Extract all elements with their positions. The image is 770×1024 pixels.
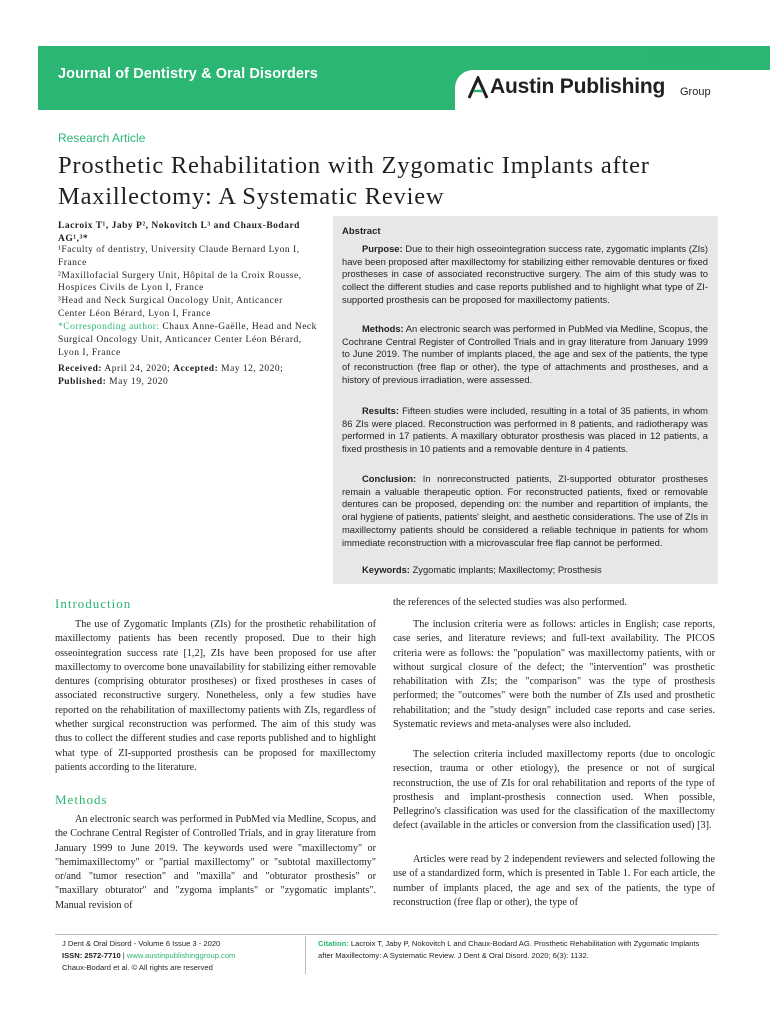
accepted-label: Accepted: <box>173 364 219 374</box>
footer-issn: ISSN: 2572-7710 <box>62 951 121 960</box>
open-access-label: Open Access <box>650 52 698 61</box>
keywords-label: Keywords: <box>362 564 410 575</box>
article-dates <box>58 363 318 389</box>
received-label: Received: <box>58 364 103 374</box>
selection-criteria-paragraph: The selection criteria included maxillectomy reports (due to oncologic resection, trauma or other etiology), the presence or not of surgical reconstruction, the use of ZIs for oral rehabilitation and reports of the type of prosthesis and implant-prosthesis connection used. When possible, Pellegrino's classification was used for the classification of the maxillectomy defect (available in the articles or conversion from the classification used) [3]. <box>393 749 715 832</box>
publisher-name: Austin Publishing <box>490 75 666 98</box>
keywords-text: Zygomatic implants; Maxillectomy; Prosthesis <box>409 564 602 575</box>
footer-volume: J Dent & Oral Disord - Volume 6 Issue 3 - 2020 <box>62 939 221 948</box>
published-date: May 19, 2020 <box>106 376 169 387</box>
affiliation-1: ¹Faculty of dentistry, University Claude Bernard Lyon I, France <box>58 245 300 268</box>
published-label: Published: <box>58 376 107 387</box>
inclusion-criteria-paragraph: The inclusion criteria were as follows: articles in English; case reports, case series, and literature reviews; and full-text availability. The PICOS criteria were as follows: the "population" was maxillectomy patients, with or without surgical closure of the defect; the "intervention" was prosthetic rehabilitation with ZIs; the "comparison" was the type of prosthesis performed; the "outcomes" were both the number of ZIs used and prosthetic rehabilitation; and the "study design" included case reports and case series. Systematic reviews and meta-analyses were also included. <box>393 619 715 731</box>
methods-label: Methods: <box>362 323 404 334</box>
publisher-logo-icon <box>466 76 490 100</box>
accepted-date: May 12, 2020; <box>218 364 284 374</box>
correspondence-text: Chaux Anne-Gaëlle, Head and Neck Surgical Oncology Unit, Anticancer Center Léon Bérard, Lyon I, France <box>58 322 317 358</box>
purpose-text: Due to their high osseointegration success rate, zygomatic implants (ZIs) have been proposed after maxillectomy for stabilizing either removable dentures or fixed prostheses in case of associated reconstructive surgery. The aim of this study was to collect the different studies and case reports published and to highlight what type of ZI-supported prosthesis can be proposed for maxillectomy patients. <box>342 243 708 305</box>
results-text: Fifteen studies were included, resulting in a total of 35 patients, in whom 86 ZIs were placed. Reconstruction was performed in 8 patients, and radiotherapy was performed in 17 patients. A maxillary obturator prosthesis was placed in 12 patients, a fixed prosthesis in 10 patients and a removable denture in 4 patients. <box>342 405 708 455</box>
abstract-keywords <box>342 564 708 577</box>
footer-citation <box>318 938 716 962</box>
review-process-paragraph: Articles were read by 2 independent reviewers and selected following the use of a standardized form, which is presented in Table 1. For each article, the number of implants placed, the age and sex of the patients, the type of reconstruction (free flap or other), the type of <box>393 854 715 908</box>
conclusion-text: In nonreconstructed patients, ZI-supported obturator prostheses remain a valuable therapeutic option. For reconstructed patients, fixed or removable dentures can be proposed, depending on: the number and repartition of implants, the oral hygiene of patients, patients' sleight, and aesthetic considerations. The use of ZIs in maxillectomy patients should be considered a reliable technique in patients for whom immediate reconstruction with a microvascular free flap cannot be performed. <box>342 473 708 548</box>
results-label: Results: <box>362 405 399 416</box>
footer-rule <box>55 934 718 935</box>
abstract-conclusion <box>342 473 708 549</box>
footer-copyright: Chaux-Bodard et al. © All rights are reserved <box>62 963 213 972</box>
methods-heading: Methods <box>55 792 108 807</box>
received-date: April 24, 2020; <box>102 364 171 374</box>
purpose-label: Purpose: <box>362 243 403 254</box>
paper-title: Prosthetic Rehabilitation with Zygomatic Implants after Maxillectomy: A Systematic Review <box>58 152 650 210</box>
methods-paragraph: An electronic search was performed in PubMed via Medline, Scopus, and the Cochrane Central Register of Controlled Trials, and in gray literature from January 1999 to June 2019. The keywords used were "maxillectomy" or "hemimaxillectomy" or "partial maxillectomy" or "subtotal maxillectomy" or/and "tumor resection" and "maxilla" and "obturator prosthesis" or "maxillary obturator" and "zygoma implants" or "zygomatic implants". Manual revision of <box>55 814 376 911</box>
methods-continuation: the references of the selected studies was also performed. <box>393 597 627 608</box>
authors: Lacroix T¹, Jaby P², Nokovitch L³ and Chaux-Bodard AG¹,³* <box>58 221 300 244</box>
correspondence <box>58 321 318 359</box>
journal-title: Journal of Dentistry & Oral Disorders <box>58 66 318 82</box>
open-access-lock-icon <box>706 51 716 63</box>
footer-website-link[interactable]: www.austinpublishinggroup.com <box>126 951 236 960</box>
footer-issn-line <box>62 950 302 962</box>
introduction-paragraph: The use of Zygomatic Implants (ZIs) for the prosthetic rehabilitation of maxillectomy patients has been recently proposed. Due to their high osseointegration success rate [1,2], ZIs have been proposed for use after maxillectomy to overcome bone unavailability for stabilizing either removable dentures (comprising obturator prostheses) or fixed prostheses in cases of associated reconstructive surgery. Nonetheless, only a few studies have reported on the rehabilitation of maxillectomy patients with ZIs, regardless of whether surgical reconstruction was performed. The aim of this study was thus to collect the different studies and case reports published and to highlight what type of ZI-supported prosthesis can be proposed for maxillectomy patients according to the literature. <box>55 619 376 773</box>
citation-text: Lacroix T, Jaby P, Nokovitch L and Chaux-Bodard AG. Prosthetic Rehabilitation with Zygomatic Implants after Maxillectomy: A Systematic Review. J Dent & Oral Disord. 2020; 6(3): 1132. <box>318 939 700 960</box>
publisher-group: Group <box>680 86 711 98</box>
conclusion-label: Conclusion: <box>362 473 417 484</box>
abstract-results <box>342 405 708 456</box>
article-type: Research Article <box>58 131 146 145</box>
footer-separator: | <box>120 951 127 960</box>
footer-divider <box>305 936 306 974</box>
correspondence-label: *Corresponding author: <box>58 322 160 332</box>
affiliation-2: ²Maxillofacial Surgery Unit, Hôpital de la Croix Rousse, Hospices Civils de Lyon I, France <box>58 270 302 294</box>
abstract-methods <box>342 323 708 387</box>
affiliation-3: ³Head and Neck Surgical Oncology Unit, Anticancer Center Léon Bérard, Lyon I, France <box>58 296 283 319</box>
abstract-purpose <box>342 243 708 307</box>
abstract-heading: Abstract <box>342 226 381 237</box>
methods-text: An electronic search was performed in PubMed via Medline, Scopus, the Cochrane Central Register of Controlled Trials and in gray literature from January 1999 to June 2019. The number of implants placed, the age and sex of the patients, the type of reconstruction (free flap or other), the type of attachments and prostheses, and a history of previous irradiation, were assessed. <box>342 323 708 385</box>
footer-journal-info <box>62 938 302 974</box>
introduction-heading: Introduction <box>55 596 132 611</box>
citation-label: Citation: <box>318 939 349 948</box>
affiliations <box>58 244 313 321</box>
